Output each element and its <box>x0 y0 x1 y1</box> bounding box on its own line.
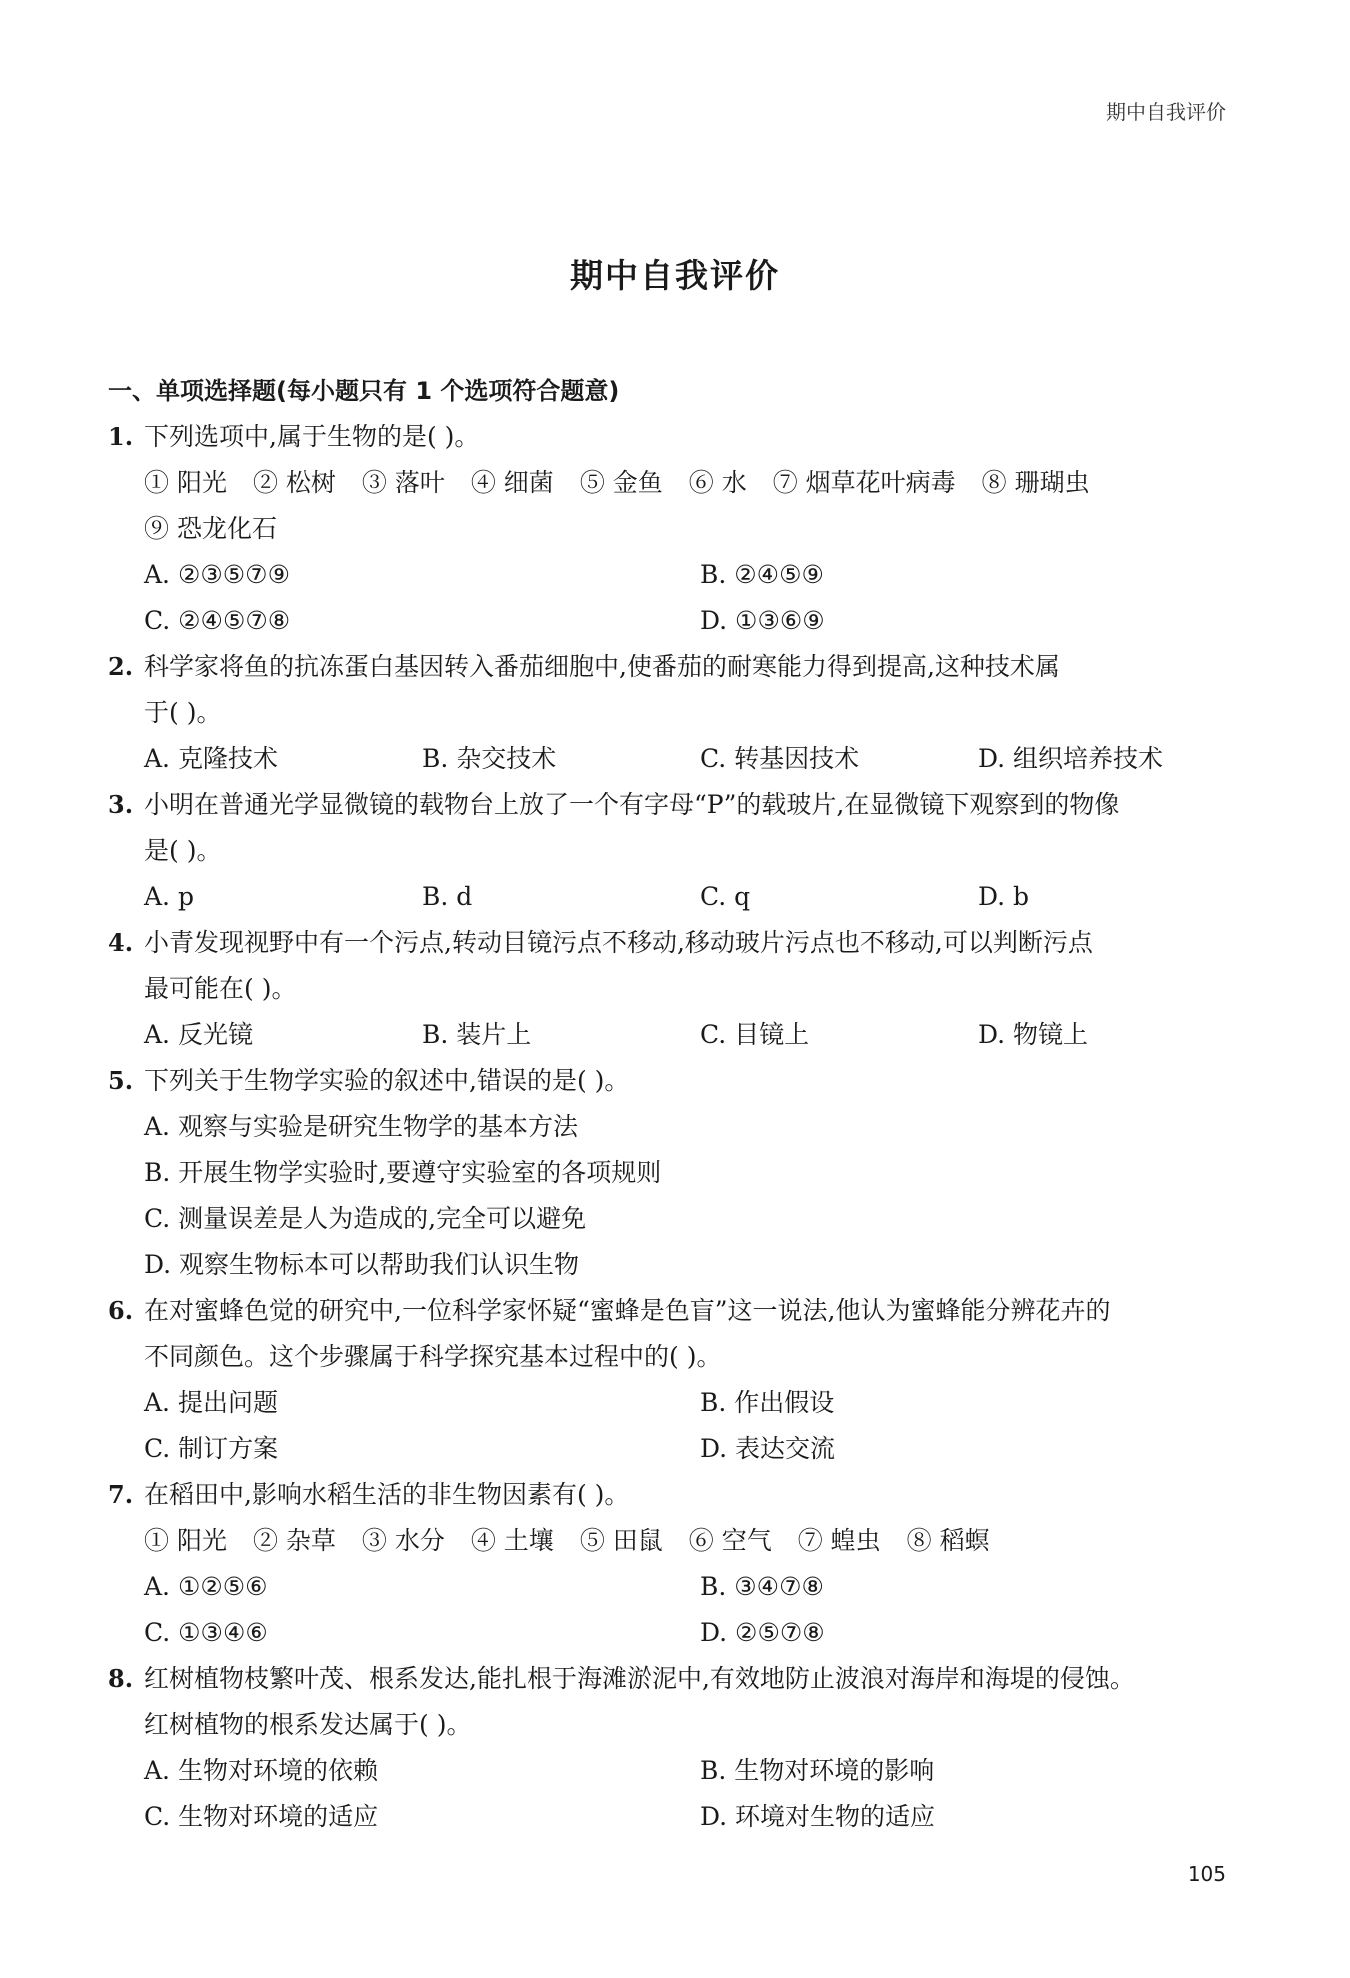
question-1 <box>108 414 1238 644</box>
option-b[interactable]: B. d <box>422 882 473 911</box>
question-text: 科学家将鱼的抗冻蛋白基因转入番茄细胞中,使番茄的耐寒能力得到提高,这种技术属 <box>144 652 1060 681</box>
option-a[interactable]: A. 克隆技术 <box>144 744 278 773</box>
option-d[interactable]: D. 环境对生物的适应 <box>700 1802 936 1831</box>
page-number: 105 <box>1187 1862 1226 1886</box>
option-c[interactable]: C. 目镜上 <box>700 1020 810 1049</box>
question-text: 红树植物枝繁叶茂、根系发达,能扎根于海滩淤泥中,有效地防止波浪对海岸和海堤的侵蚀。 <box>144 1664 1135 1693</box>
question-text: 红树植物的根系发达属于( )。 <box>144 1710 472 1739</box>
running-header: 期中自我评价 <box>1106 100 1226 124</box>
item: ④ 细菌 <box>470 468 554 497</box>
question-text: 下列关于生物学实验的叙述中,错误的是( )。 <box>144 1066 630 1095</box>
options <box>144 1012 1238 1058</box>
question-number: 2. <box>108 652 134 681</box>
option-b[interactable]: B. 杂交技术 <box>422 744 557 773</box>
question-text: 下列选项中,属于生物的是( )。 <box>144 422 480 451</box>
option-a[interactable]: A. 提出问题 <box>144 1388 278 1417</box>
question-number: 6. <box>108 1296 134 1325</box>
option-c[interactable]: C. 生物对环境的适应 <box>144 1802 379 1831</box>
option-c[interactable]: C. ①③④⑥ <box>144 1618 268 1647</box>
item-list <box>144 1518 1238 1564</box>
options <box>144 736 1238 782</box>
option-d[interactable]: D. 观察生物标本可以帮助我们认识生物 <box>144 1250 580 1279</box>
question-text: 小青发现视野中有一个污点,转动目镜污点不移动,移动玻片污点也不移动,可以判断污点 <box>144 928 1093 957</box>
section-heading: 一、单项选择题(每小题只有 1 个选项符合题意) <box>108 377 620 405</box>
page-title: 期中自我评价 <box>570 256 780 295</box>
option-d[interactable]: D. b <box>978 882 1030 911</box>
item: ⑤ 田鼠 <box>579 1526 663 1555</box>
item: ⑧ 稻螟 <box>906 1526 990 1555</box>
item: ③ 落叶 <box>361 468 445 497</box>
item: ③ 水分 <box>361 1526 445 1555</box>
options <box>144 1748 1238 1840</box>
question-text: 不同颜色。这个步骤属于科学探究基本过程中的( )。 <box>144 1342 722 1371</box>
options <box>144 1564 1238 1656</box>
item: ② 杂草 <box>252 1526 336 1555</box>
options <box>144 874 1238 920</box>
option-a[interactable]: A. 反光镜 <box>144 1020 253 1049</box>
question-number: 5. <box>108 1066 134 1095</box>
option-d[interactable]: D. ②⑤⑦⑧ <box>700 1618 825 1647</box>
option-d[interactable]: D. 物镜上 <box>978 1020 1089 1049</box>
option-d[interactable]: D. 组织培养技术 <box>978 744 1164 773</box>
question-8 <box>108 1656 1238 1840</box>
question-number: 1. <box>108 422 134 451</box>
option-a[interactable]: A. ①②⑤⑥ <box>144 1572 268 1601</box>
option-b[interactable]: B. 作出假设 <box>700 1388 835 1417</box>
item: ② 松树 <box>252 468 336 497</box>
option-c[interactable]: C. ②④⑤⑦⑧ <box>144 606 291 635</box>
option-d[interactable]: D. 表达交流 <box>700 1434 836 1463</box>
option-a[interactable]: A. 生物对环境的依赖 <box>144 1756 378 1785</box>
question-number: 4. <box>108 928 134 957</box>
question-7 <box>108 1472 1238 1656</box>
item: ④ 土壤 <box>470 1526 554 1555</box>
item: ⑨ 恐龙化石 <box>144 514 277 543</box>
question-number: 3. <box>108 790 134 819</box>
item: ⑦ 蝗虫 <box>797 1526 881 1555</box>
item: ⑥ 水 <box>688 468 747 497</box>
option-c[interactable]: C. 转基因技术 <box>700 744 860 773</box>
option-b[interactable]: B. ③④⑦⑧ <box>700 1572 824 1601</box>
question-text: 在稻田中,影响水稻生活的非生物因素有( )。 <box>144 1480 630 1509</box>
question-text: 最可能在( )。 <box>144 974 297 1003</box>
question-text: 于( )。 <box>144 698 222 727</box>
question-content <box>108 368 1238 1840</box>
option-a[interactable]: A. ②③⑤⑦⑨ <box>144 560 291 589</box>
item-list <box>144 460 1238 552</box>
item: ⑦ 烟草花叶病毒 <box>772 468 956 497</box>
question-5 <box>108 1058 1238 1288</box>
question-text: 小明在普通光学显微镜的载物台上放了一个有字母“P”的载玻片,在显微镜下观察到的物像 <box>144 790 1120 819</box>
question-6 <box>108 1288 1238 1472</box>
question-number: 7. <box>108 1480 134 1509</box>
question-text: 是( )。 <box>144 836 222 865</box>
item: ⑧ 珊瑚虫 <box>981 468 1090 497</box>
item: ① 阳光 <box>144 468 227 497</box>
option-b[interactable]: B. 生物对环境的影响 <box>700 1756 935 1785</box>
question-3 <box>108 782 1238 920</box>
item: ⑥ 空气 <box>688 1526 772 1555</box>
options <box>144 552 1238 644</box>
item: ⑤ 金鱼 <box>579 468 663 497</box>
options <box>144 1380 1238 1472</box>
option-c[interactable]: C. 测量误差是人为造成的,完全可以避免 <box>144 1204 587 1233</box>
question-2 <box>108 644 1238 782</box>
item: ① 阳光 <box>144 1526 227 1555</box>
option-c[interactable]: C. q <box>700 882 751 911</box>
question-number: 8. <box>108 1664 134 1693</box>
option-a[interactable]: A. 观察与实验是研究生物学的基本方法 <box>144 1112 578 1141</box>
question-4 <box>108 920 1238 1058</box>
question-text: 在对蜜蜂色觉的研究中,一位科学家怀疑“蜜蜂是色盲”这一说法,他认为蜜蜂能分辨花卉的 <box>144 1296 1111 1325</box>
option-a[interactable]: A. p <box>144 882 194 911</box>
option-b[interactable]: B. 装片上 <box>422 1020 532 1049</box>
option-c[interactable]: C. 制订方案 <box>144 1434 279 1463</box>
option-d[interactable]: D. ①③⑥⑨ <box>700 606 825 635</box>
option-b[interactable]: B. 开展生物学实验时,要遵守实验室的各项规则 <box>144 1158 662 1187</box>
option-b[interactable]: B. ②④⑤⑨ <box>700 560 824 589</box>
